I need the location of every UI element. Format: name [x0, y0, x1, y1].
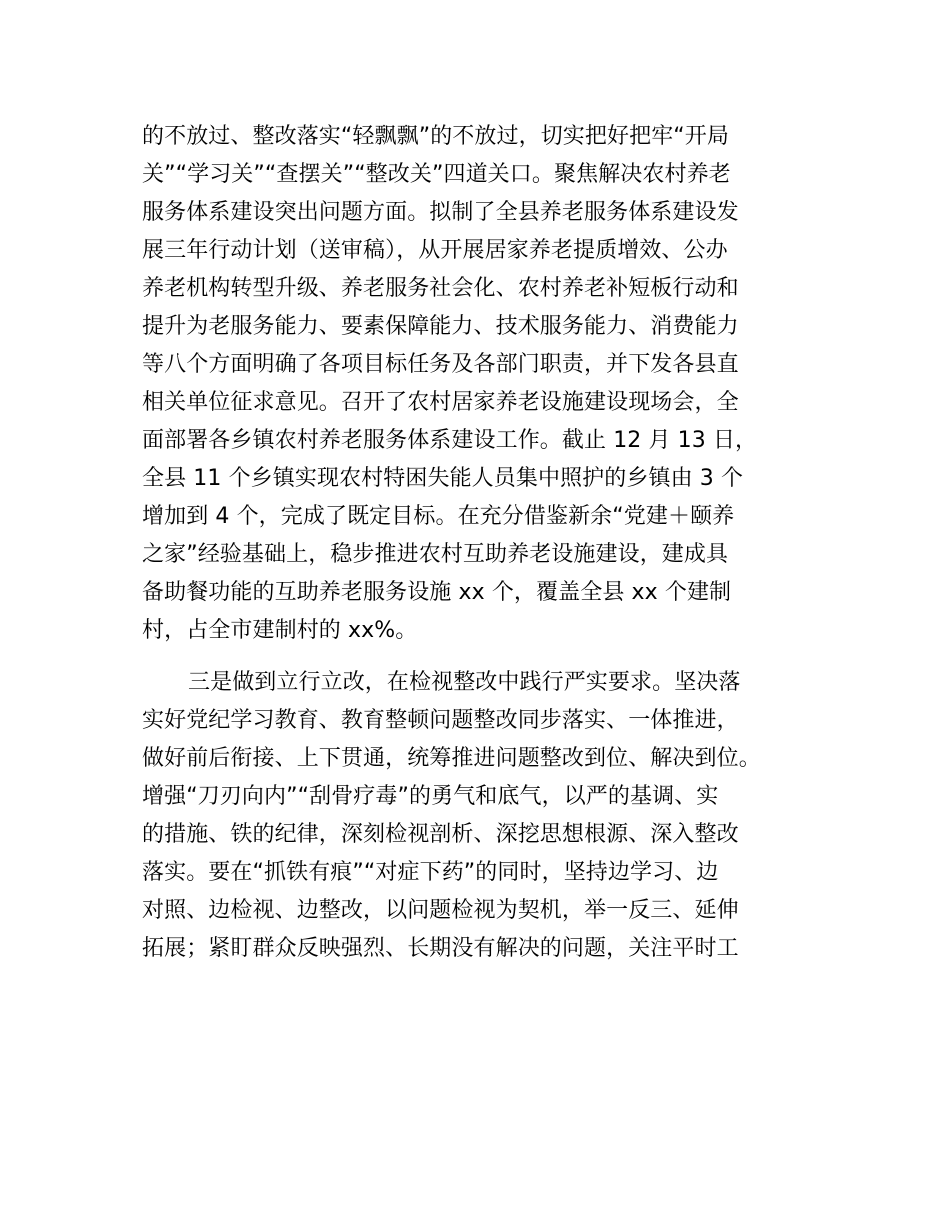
text-line: 展三年行动计划（送审稿），从开展居家养老提质增效、公办	[142, 238, 728, 263]
text-line: 实好党纪学习教育、教育整顿问题整改同步落实、一体推进，	[142, 708, 739, 733]
text-line: 落实。要在“抓铁有痕”“对症下药”的同时，坚持边学习、边	[142, 860, 719, 885]
text-line: 提升为老服务能力、要素保障能力、技术服务能力、消费能力	[142, 314, 739, 339]
text-line: 增加到 4 个，完成了既定目标。在充分借鉴新余“党建＋颐养	[142, 504, 735, 529]
text-line: 相关单位征求意见。召开了农村居家养老设施建设现场会，全	[142, 390, 739, 415]
body-text	[142, 118, 822, 968]
text-line: 三是做到立行立改，在检视整改中践行严实要求。坚决落	[188, 670, 741, 695]
text-line: 全县 11 个乡镇实现农村特困失能人员集中照护的乡镇由 3 个	[142, 466, 744, 491]
paragraph-1	[142, 118, 822, 650]
paragraph-2	[142, 664, 822, 968]
text-line: 的措施、铁的纪律，深刻检视剖析、深挖思想根源、深入整改	[142, 822, 739, 847]
text-line: 等八个方面明确了各项目标任务及各部门职责，并下发各县直	[142, 352, 739, 377]
text-line: 增强“刀刃向内”“刮骨疗毒”的勇气和底气，以严的基调、实	[142, 784, 719, 809]
text-line: 村，占全市建制村的 xx%。	[142, 618, 418, 643]
text-line: 关”“学习关”“查摆关”“整改关”四道关口。聚焦解决农村养老	[142, 162, 731, 187]
paragraph-gap	[142, 650, 822, 664]
text-line: 拓展；紧盯群众反映强烈、长期没有解决的问题，关注平时工	[142, 936, 739, 961]
text-line: 面部署各乡镇农村养老服务体系建设工作。截止 12 月 13 日，	[142, 428, 758, 453]
text-line: 备助餐功能的互助养老服务设施 xx 个，覆盖全县 xx 个建制	[142, 580, 732, 605]
text-line: 的不放过、整改落实“轻飘飘”的不放过，切实把好把牢“开局	[142, 124, 729, 149]
text-line: 对照、边检视、边整改，以问题检视为契机，举一反三、延伸	[142, 898, 739, 923]
text-line: 养老机构转型升级、养老服务社会化、农村养老补短板行动和	[142, 276, 739, 301]
text-line: 做好前后衔接、上下贯通，统筹推进问题整改到位、解决到位。	[142, 746, 761, 771]
text-line: 之家”经验基础上，稳步推进农村互助养老设施建设，建成具	[142, 542, 729, 567]
text-line: 服务体系建设突出问题方面。拟制了全县养老服务体系建设发	[142, 200, 739, 225]
